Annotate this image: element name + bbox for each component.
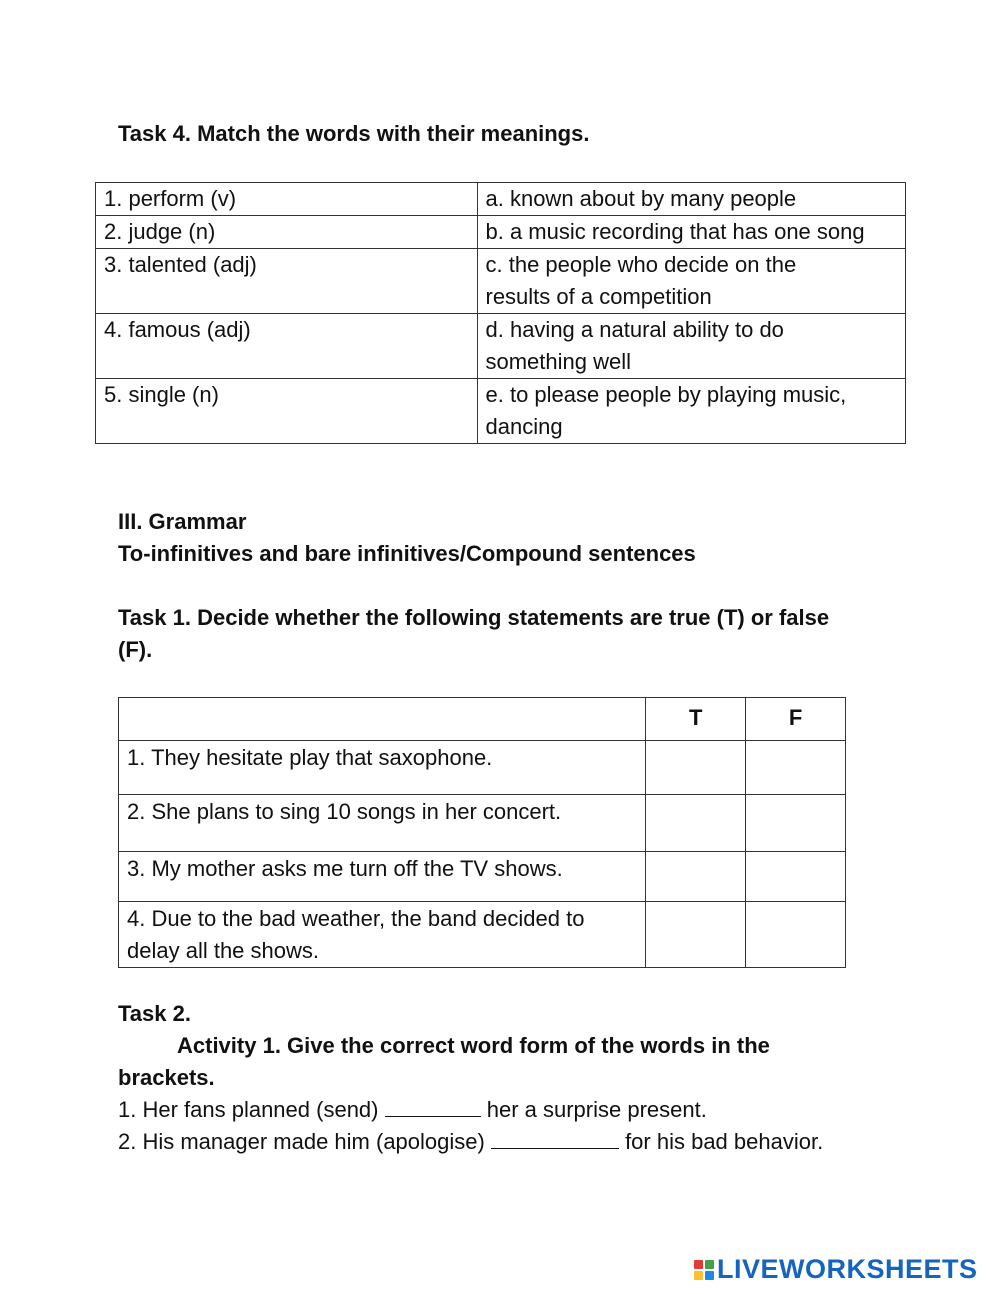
answer-f-cell[interactable] [746, 795, 846, 852]
meaning-cell: a. known about by many people [477, 183, 906, 216]
answer-f-cell[interactable] [746, 741, 846, 795]
true-false-table [118, 697, 846, 968]
meaning-cell: b. a music recording that has one song [477, 216, 906, 249]
answer-t-cell[interactable] [646, 852, 746, 902]
table-row [96, 216, 906, 249]
grammar-subheading: To-infinitives and bare infinitives/Compound sentences [118, 541, 696, 566]
word-cell: 1. perform (v) [96, 183, 478, 216]
table-header-row [119, 698, 846, 741]
header-f: F [746, 698, 846, 741]
answer-t-cell[interactable] [646, 795, 746, 852]
statement-cell: 3. My mother asks me turn off the TV shows. [119, 852, 646, 902]
answer-t-cell[interactable] [646, 902, 746, 968]
task1-title-line2: (F). [118, 637, 153, 662]
word-cell: 2. judge (n) [96, 216, 478, 249]
meaning-cell: d. having a natural ability to do something well [477, 314, 906, 379]
task2-title: Task 2. [118, 1001, 191, 1026]
answer-blank-1[interactable] [385, 1094, 481, 1117]
question-2: 2. His manager made him (apologise) for his bad behavior. [118, 1126, 823, 1158]
meaning-cell: c. the people who decide on the results of a competition [477, 249, 906, 314]
grammar-heading: III. Grammar [118, 509, 247, 534]
answer-f-cell[interactable] [746, 852, 846, 902]
header-blank-cell [119, 698, 646, 741]
word-cell: 4. famous (adj) [96, 314, 478, 379]
matching-table [95, 182, 906, 444]
answer-f-cell[interactable] [746, 902, 846, 968]
statement-cell: 4. Due to the bad weather, the band decided to delay all the shows. [119, 902, 646, 968]
activity1-title-line2: brackets. [118, 1065, 215, 1090]
table-row [96, 314, 906, 379]
word-cell: 3. talented (adj) [96, 249, 478, 314]
table-row [96, 183, 906, 216]
table-row [96, 379, 906, 444]
answer-t-cell[interactable] [646, 741, 746, 795]
statement-cell: 2. She plans to sing 10 songs in her concert. [119, 795, 646, 852]
table-row [119, 852, 846, 902]
table-row [119, 902, 846, 968]
logo-text: LIVEWORKSHEETS [717, 1254, 978, 1284]
table-row [119, 741, 846, 795]
table-row [96, 249, 906, 314]
task1-title-line1: Task 1. Decide whether the following statements are true (T) or false [118, 605, 830, 630]
statement-cell: 1. They hesitate play that saxophone. [119, 741, 646, 795]
meaning-cell: e. to please people by playing music, dancing [477, 379, 906, 444]
word-cell: 5. single (n) [96, 379, 478, 444]
answer-blank-2[interactable] [491, 1126, 619, 1149]
question-1: 1. Her fans planned (send) her a surprise present. [118, 1094, 707, 1126]
logo-icon [694, 1260, 714, 1280]
task4-title: Task 4. Match the words with their meanings. [118, 121, 590, 146]
activity1-title-line1: Activity 1. Give the correct word form of the words in the [177, 1033, 770, 1058]
table-row [119, 795, 846, 852]
header-t: T [646, 698, 746, 741]
liveworksheets-logo[interactable] [694, 1254, 978, 1285]
